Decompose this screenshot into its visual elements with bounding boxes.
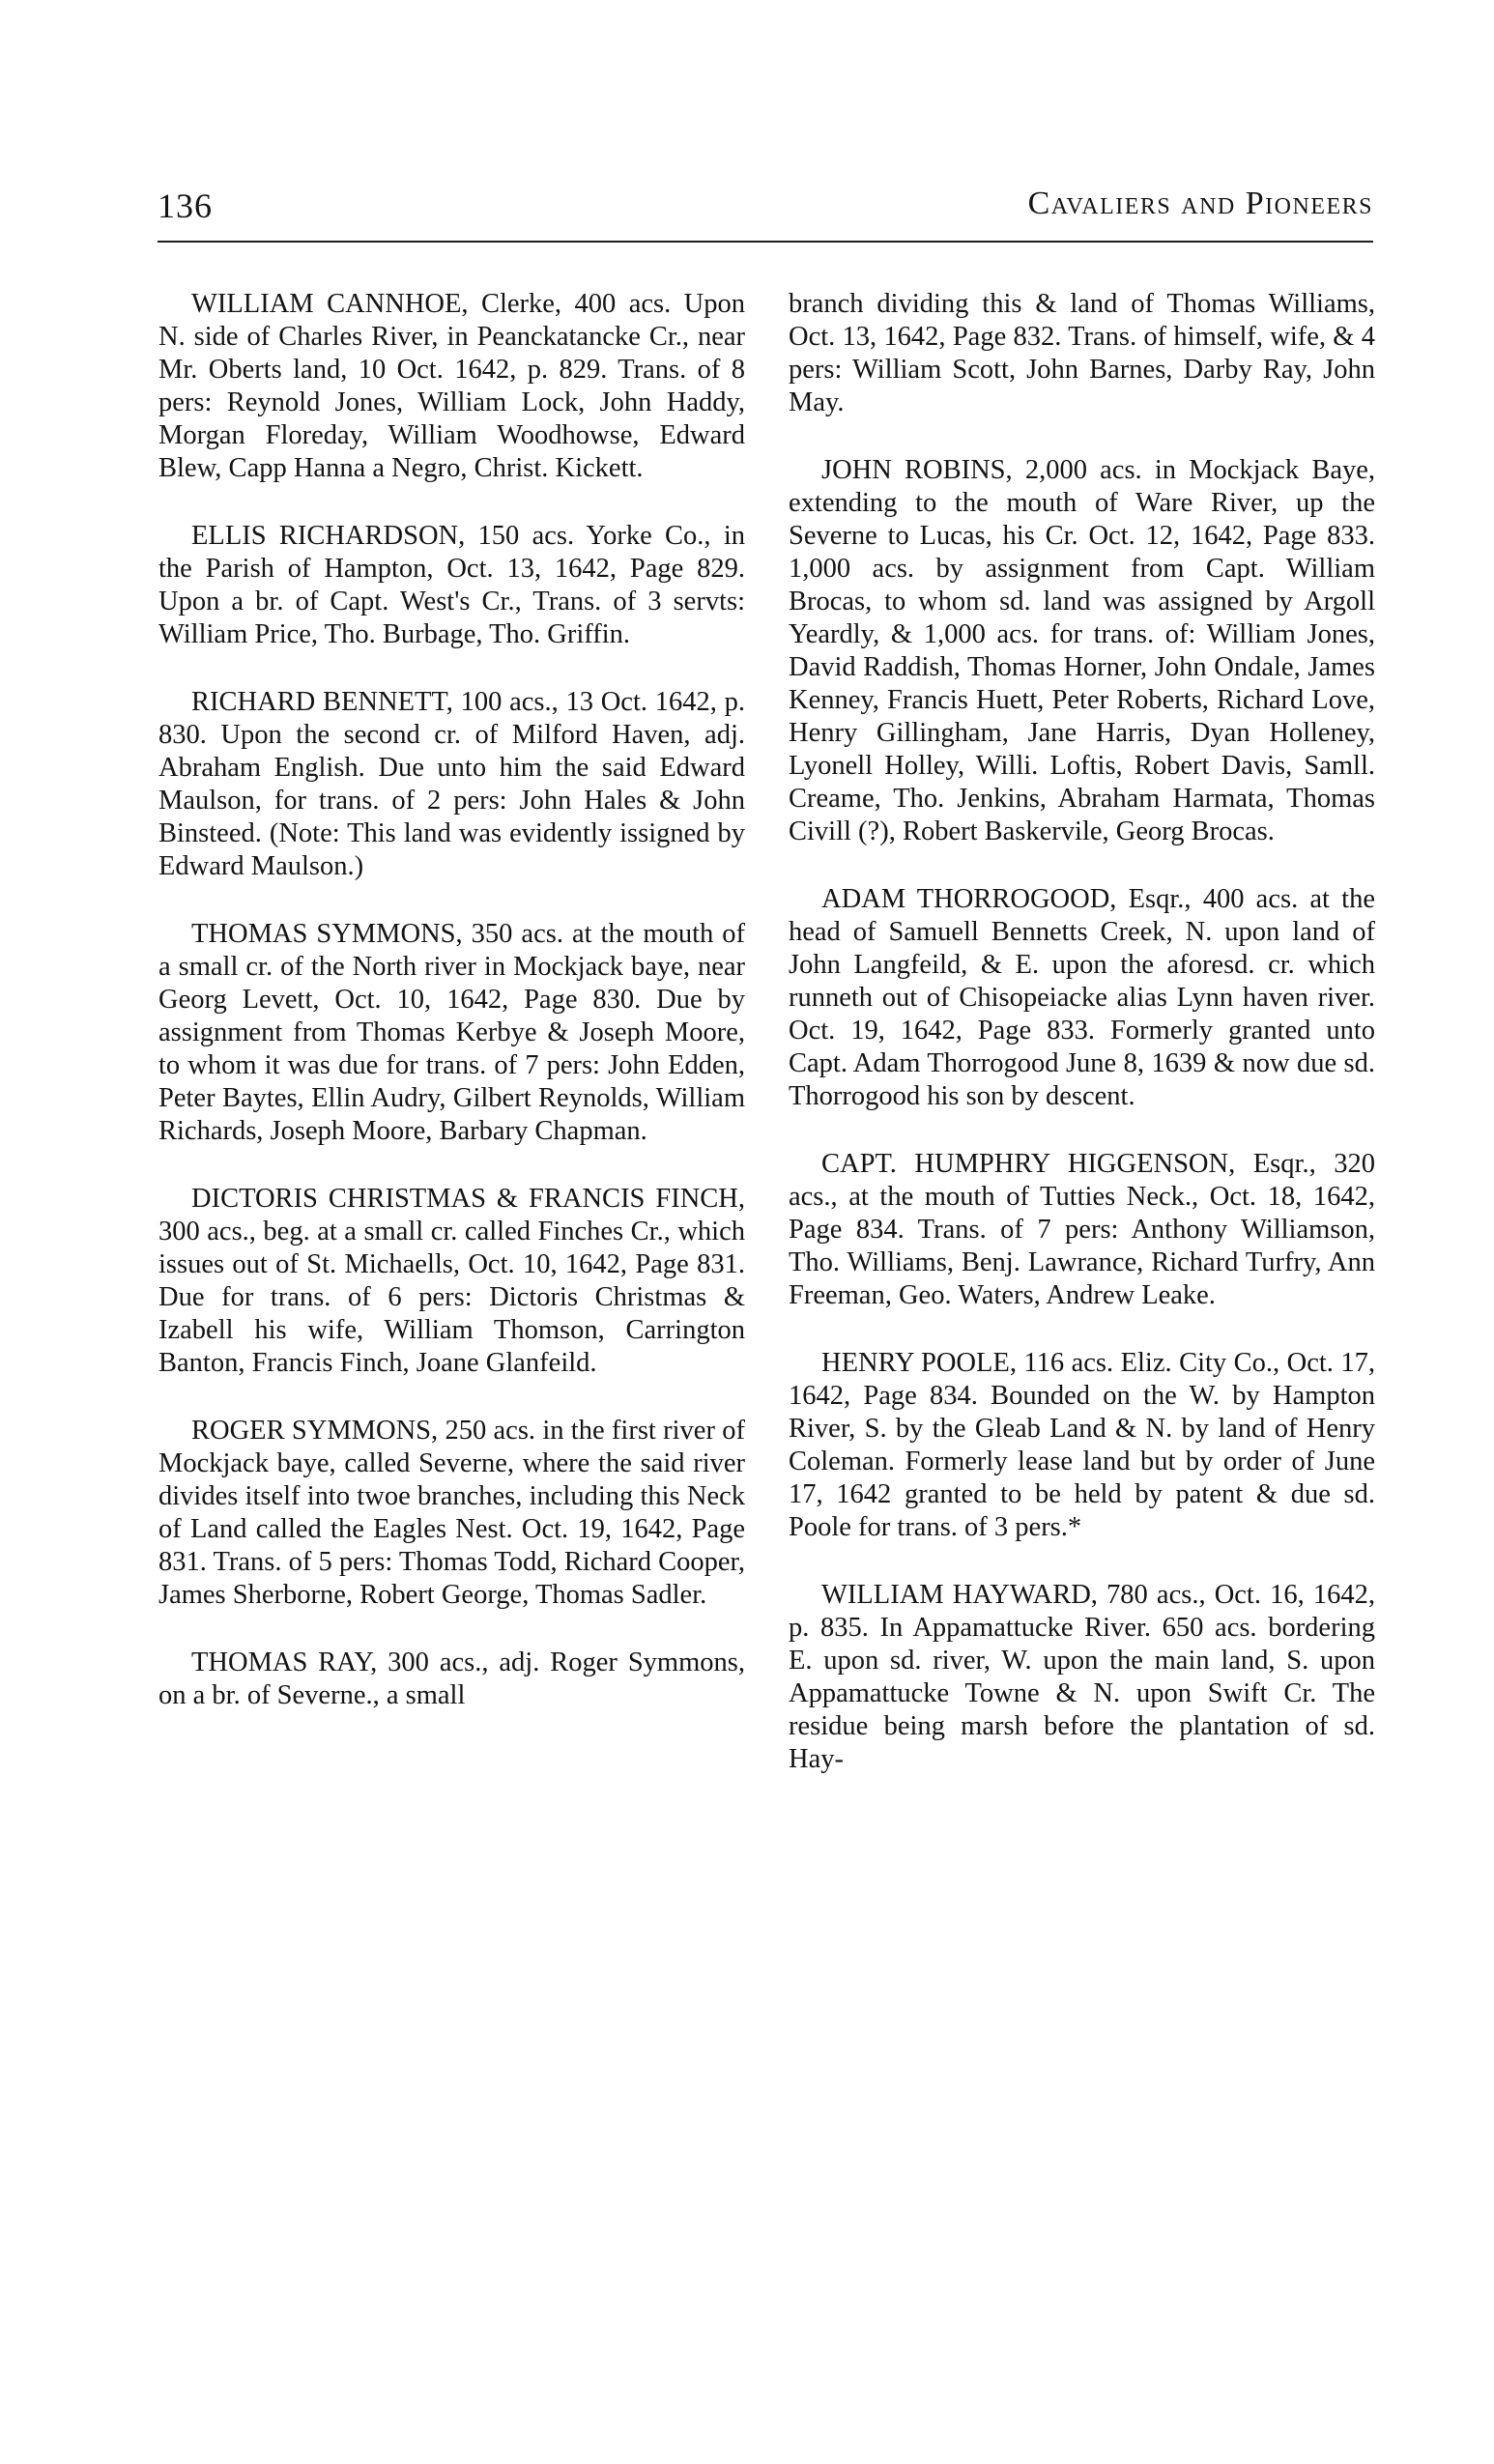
entry-dictoris-christmas: DICTORIS CHRISTMAS & FRANCIS FINCH, 300 acs., beg. at a small cr. called Finches Cr., which issues out of St. Michaells, Oct. 10, 1642, Page 831. Due for trans. of 6 pers: Dictoris Christmas & Izabell his wife, William Thomson, Carrington Banton, Francis Finch, Joane Glanfeild.	[158, 1184, 745, 1378]
entry-thomas-symmons: THOMAS SYMMONS, 350 acs. at the mouth of a small cr. of the North river in Mockjack baye, near Georg Levett, Oct. 10, 1642, Page 830. Due by assignment from Thomas Kerbye & Joseph Moore, to whom it was due for trans. of 7 pers: John Edden, Peter Baytes, Ellin Audry, Gilbert Reynolds, William Richards, Joseph Moore, Barbary Chapman.	[158, 919, 745, 1146]
entry-adam-thorrogood: ADAM THORROGOOD, Esqr., 400 acs. at the head of Samuell Bennetts Creek, N. upon land of John Langfeild, & E. upon the aforesd. cr. which runneth out of Chisopeiacke alias Lynn haven river. Oct. 19, 1642, Page 833. Formerly granted unto Capt. Adam Thorrogood June 8, 1639 & now due sd. Thorrogood his son by descent.	[789, 884, 1375, 1111]
entry-ellis-richardson: ELLIS RICHARDSON, 150 acs. Yorke Co., in the Parish of Hampton, Oct. 13, 1642, Page 829. Upon a br. of Capt. West's Cr., Trans. of 3 servts: William Price, Tho. Burbage, Tho. Griffin.	[158, 521, 745, 649]
entry-henry-poole: HENRY POOLE, 116 acs. Eliz. City Co., Oct. 17, 1642, Page 834. Bounded on the W. by Hampton River, S. by the Gleab Land & N. by land of Henry Coleman. Formerly lease land but by order of June 17, 1642 granted to be held by patent & due sd. Poole for trans. of 3 pers.*	[789, 1348, 1375, 1542]
right-column	[789, 288, 1375, 1811]
entry-richard-bennett: RICHARD BENNETT, 100 acs., 13 Oct. 1642, p. 830. Upon the second cr. of Milford Haven, adj. Abraham English. Due unto him the said Edward Maulson, for trans. of 2 pers: John Hales & John Binsteed. (Note: This land was evidently issigned by Edward Maulson.)	[158, 687, 745, 881]
header-rule	[158, 241, 1373, 243]
entry-john-robins: JOHN ROBINS, 2,000 acs. in Mockjack Baye, extending to the mouth of Ware River, up the Severne to Lucas, his Cr. Oct. 12, 1642, Page 833. 1,000 acs. by assignment from Capt. William Brocas, to whom sd. land was assigned by Argoll Yeardly, & 1,000 acs. for trans. of: William Jones, David Raddish, Thomas Horner, John Ondale, James Kenney, Francis Huett, Peter Roberts, Richard Love, Henry Gillingham, Jane Harris, Dyan Holleney, Lyonell Holley, Willi. Loftis, Robert Davis, Samll. Creame, Tho. Jenkins, Abraham Harmata, Thomas Civill (?), Robert Baskervile, Georg Brocas.	[789, 455, 1375, 846]
page-header	[158, 186, 1373, 242]
running-title: Cavaliers and Pioneers	[1027, 186, 1373, 221]
left-column	[158, 288, 745, 1747]
entry-william-hayward: WILLIAM HAYWARD, 780 acs., Oct. 16, 1642, p. 835. In Appamattucke River. 650 acs. bordering E. upon sd. river, W. upon the main land, S. upon Appamattucke Towne & N. upon Swift Cr. The residue being marsh before the plantation of sd. Hay-	[789, 1580, 1375, 1774]
entry-roger-symmons: ROGER SYMMONS, 250 acs. in the first river of Mockjack baye, called Severne, where the said river divides itself into twoe branches, including this Neck of Land called the Eagles Nest. Oct. 19, 1642, Page 831. Trans. of 5 pers: Thomas Todd, Richard Cooper, James Sherborne, Robert George, Thomas Sadler.	[158, 1416, 745, 1610]
entry-humphry-higgenson: CAPT. HUMPHRY HIGGENSON, Esqr., 320 acs., at the mouth of Tutties Neck., Oct. 18, 1642, Page 834. Trans. of 7 pers: Anthony Williamson, Tho. Williams, Benj. Lawrance, Richard Turfry, Ann Freeman, Geo. Waters, Andrew Leake.	[789, 1149, 1375, 1310]
entry-thomas-ray-continued: branch dividing this & land of Thomas Williams, Oct. 13, 1642, Page 832. Trans. of himself, wife, & 4 pers: William Scott, John Barnes, Darby Ray, John May.	[789, 289, 1375, 417]
entry-william-cannhoe: WILLIAM CANNHOE, Clerke, 400 acs. Upon N. side of Charles River, in Peanckatancke Cr., near Mr. Oberts land, 10 Oct. 1642, p. 829. Trans. of 8 pers: Reynold Jones, William Lock, John Haddy, Morgan Floreday, William Woodhowse, Edward Blew, Capp Hanna a Negro, Christ. Kickett.	[158, 289, 745, 483]
page-number: 136	[158, 186, 213, 225]
entry-thomas-ray: THOMAS RAY, 300 acs., adj. Roger Symmons, on a br. of Severne., a small	[158, 1647, 745, 1710]
